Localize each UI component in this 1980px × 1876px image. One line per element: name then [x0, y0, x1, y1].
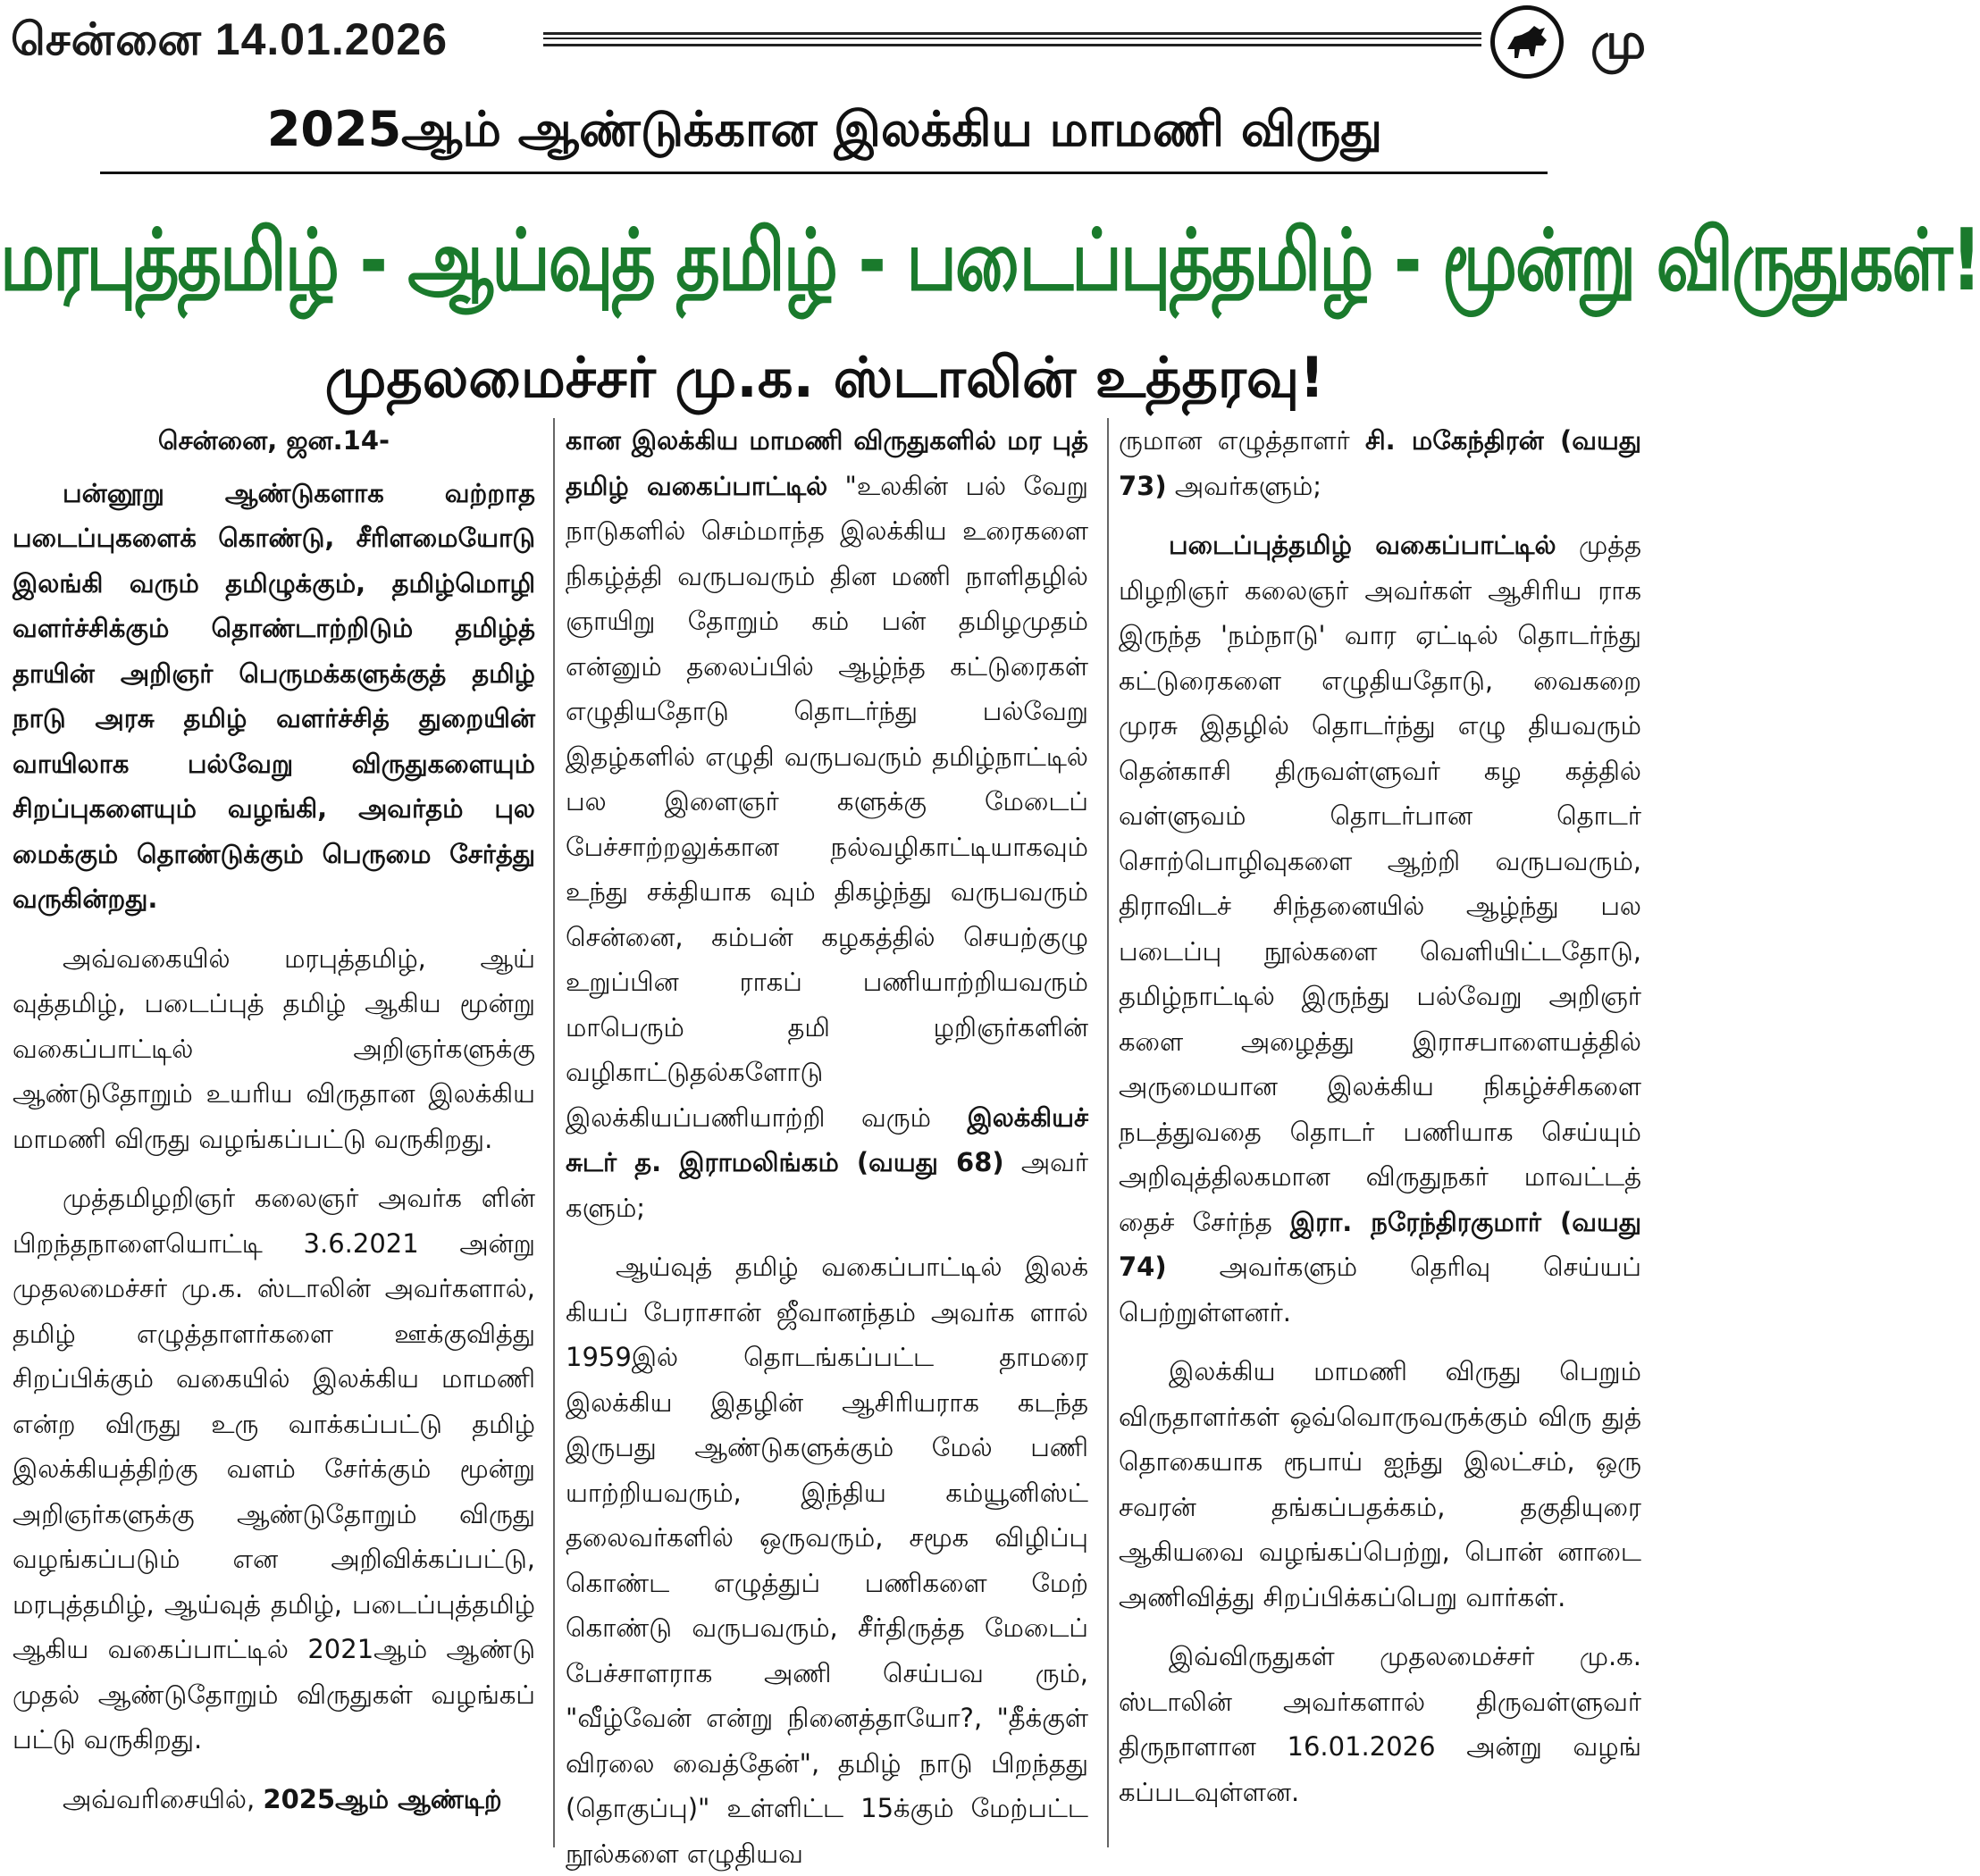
article-paragraph: இவ்விருதுகள் முதலமைச்சர் மு.க. ஸ்டாலின் அவர்களால் திருவள்ளுவர் திருநாளான 16.01.2026 அன்று வழங் கப்படவுள்ளன. [1119, 1641, 1641, 1807]
kicker-rule [100, 172, 1548, 174]
text-run: அவர்களும் தெரிவு செய்யப் பெற்றுள்ளனர். [1119, 1252, 1641, 1327]
article-paragraph: ஆய்வுத் தமிழ் வகைப்பாட்டில் இலக் கியப் பேராசான் ஜீவானந்தம் அவர்க ளால் 1959இல் தொடங்கப்பட்ட தாமரை இலக்கிய இதழின் ஆசிரியராக கடந்த இருபது ஆண்டுகளுக்கும் மேல் பணி யாற்றியவரும், இந்திய கம்யூனிஸ்ட் தலைவர்களில் ஒருவரும், சமூக விழிப்பு கொண்ட எழுத்துப் பணிகளை மேற் கொண்டு வருபவரும், சீர்திருத்த மேடைப் பேச்சாளராக அணி செய்பவ ரும், "வீழ்வேன் என்று நினைத்தாயோ?, "தீக்குள் விரலை வைத்தேன்", தமிழ் நாடு பிறந்தது (தொகுப்பு)" உள்ளிட்ட 15க்கும் மேற்பட்ட நூல்களை எழுதியவ [566, 1252, 1088, 1869]
masthead [0, 0, 1649, 80]
article-dateline: சென்னை, ஜன.14- [157, 425, 390, 456]
text-run: "உலகின் பல் வேறு நாடுகளில் செம்மாந்த இலக்கிய உரைகளை நிகழ்த்தி வருபவரும் தின மணி நாளிதழில் ஞாயிறு தோறும் கம் பன் தமிழமுதம் என்னும் தலைப்பில் ஆழ்ந்த கட்டுரைகள் எழுதியதோடு தொடர்ந்து பல்வேறு இதழ்களில் எழுதி வருபவரும் தமிழ்நாட்டில் பல இளைஞர் களுக்கு மேடைப் பேச்சாற்றலுக்கான நல்வழிகாட்டியாகவும் உந்து சக்தியாக வும் திகழ்ந்து வருபவரும் சென்னை, கம்பன் கழகத்தில் செயற்குழு உறுப்பின ராகப் பணியாற்றியவரும் மாபெரும் தமி ழறிஞர்களின் வழிகாட்டுதல்களோடு இலக்கியப்பணியாற்றி வரும் [566, 470, 1088, 1133]
article-paragraph [1119, 418, 1641, 508]
kicker-heading: 2025ஆம் ஆண்டுக்கான இலக்கிய மாமணி விருது [266, 101, 1383, 157]
bull-emblem-graphic [1495, 10, 1559, 74]
article-paragraph: முத்தமிழறிஞர் கலைஞர் அவர்க ளின் பிறந்தநாளையொட்டி 3.6.2021 அன்று முதலமைச்சர் மு.க. ஸ்டாலின் அவர்களால், தமிழ் எழுத்தாளர்களை ஊக்குவித்து சிறப்பிக்கும் வகையில் இலக்கிய மாமணி என்ற விருது உரு வாக்கப்பட்டு தமிழ் இலக்கியத்திற்கு வளம் சேர்க்கும் மூன்று அறிஞர்களுக்கு ஆண்டுதோறும் விருது வழங்கப்படும் என அறிவிக்கப்பட்டு, மரபுத்தமிழ், ஆய்வுத் தமிழ், படைப்புத்தமிழ் ஆகிய வகைப்பாட்டில் 2021ஆம் ஆண்டு முதல் ஆண்டுதோறும் விருதுகள் வழங்கப் பட்டு வருகிறது. [13, 1183, 535, 1755]
text-run: அவ்வரிசையில், [63, 1783, 264, 1814]
masthead-rule [543, 32, 1481, 46]
awardee-name: இரா. நரேந்திரகுமார் (வயது 74) [1119, 1206, 1641, 1282]
article-paragraph [566, 418, 1088, 1230]
article-paragraph: பன்னூறு ஆண்டுகளாக வற்றாத படைப்புகளைக் கொண்டு, சீரிளமையோடு இலங்கி வரும் தமிழுக்கும், தமிழ்மொழி வளர்ச்சிக்கும் தொண்டாற்றிடும் தமிழ்த் தாயின் அறிஞர் பெருமக்களுக்குத் தமிழ் நாடு அரசு தமிழ் வளர்ச்சித் துறையின் வாயிலாக பல்வேறு விருதுகளையும் சிறப்புகளையும் வழங்கி, அவர்தம் புல மைக்கும் தொண்டுக்கும் பெருமை சேர்த்து வருகின்றது. [13, 477, 535, 914]
text-run-bold: 2025ஆம் ஆண்டிற் [263, 1783, 502, 1814]
main-headline: மரபுத்தமிழ் - ஆய்வுத் தமிழ் - படைப்புத்தமிழ் - மூன்று விருதுகள்! [0, 210, 1980, 310]
article-paragraph [1119, 523, 1641, 1335]
article-body [13, 418, 1641, 1869]
text-run-bold: கான இலக்கிய மாமணி விருதுகளில் மர புத் தமிழ் வகைப்பாட்டில் [566, 425, 1088, 501]
text-run: ருமான எழுத்தாளர் [1119, 425, 1365, 456]
article-paragraph: அவ்வகையில் மரபுத்தமிழ், ஆய் வுத்தமிழ், படைப்புத் தமிழ் ஆகிய மூன்று வகைப்பாட்டில் அறிஞர்களுக்கு ஆண்டுதோறும் உயரிய விருதான இலக்கிய மாமணி விருது வழங்கப்பட்டு வருகிறது. [13, 942, 535, 1154]
awardee-name: சி. மகேந்திரன் (வயது 73) [1119, 425, 1641, 501]
article-paragraph: இலக்கிய மாமணி விருது பெறும் விருதாளர்கள் ஒவ்வொருவருக்கும் விரு துத் தொகையாக ரூபாய் ஐந்து இலட்சம், ஒரு சவரன் தங்கப்பதக்கம், தகுதியுரை ஆகியவை வழங்கப்பெற்று, பொன் னாடை அணிவித்து சிறப்பிக்கப்பெறு வார்கள். [1119, 1356, 1641, 1612]
masthead-logo-letter: மு [1590, 13, 1647, 69]
article-paragraph [13, 1777, 535, 1822]
article-column-1 [13, 418, 535, 1847]
sub-headline: முதலமைச்சர் மு.க. ஸ்டாலின் உத்தரவு! [324, 345, 1325, 410]
article-column-2 [566, 418, 1089, 1869]
text-run: அவர்களும்; [1166, 470, 1322, 501]
article-column-3 [1119, 418, 1641, 1847]
text-run: அவர் களும்; [566, 1147, 1089, 1223]
awardee-name: இலக்கியச் சுடர் த. இராமலிங்கம் (வயது 68) [566, 1101, 1088, 1177]
text-run-bold: படைப்புத்தமிழ் வகைப்பாட்டில் [1169, 530, 1556, 560]
edition-dateline: சென்னை 14.01.2026 [11, 14, 449, 64]
bull-emblem-icon [1490, 5, 1564, 79]
text-run: முத்த மிழறிஞர் கலைஞர் அவர்கள் ஆசிரிய ராக இருந்த 'நம்நாடு' வார ஏட்டில் தொடர்ந்து கட்டுரைகளை எழுதியதோடு, வைகறை முரசு இதழில் தொடர்ந்து எழு தியவரும் தென்காசி திருவள்ளுவர் கழ கத்தில் வள்ளுவம் தொடர்பான தொடர் சொற்பொழிவுகளை ஆற்றி வருபவரும், திராவிடச் சிந்தனையில் ஆழ்ந்து பல படைப்பு நூல்களை வெளியிட்டதோடு, தமிழ்நாட்டில் இருந்து பல்வேறு அறிஞர் களை அழைத்து இராசபாளையத்தில் அருமையான இலக்கிய நிகழ்ச்சிகளை நடத்துவதை தொடர் பணியாக செய்யும் அறிவுத்திலகமான விருதுநகர் மாவட்டத் தைச் சேர்ந்த [1119, 530, 1641, 1237]
